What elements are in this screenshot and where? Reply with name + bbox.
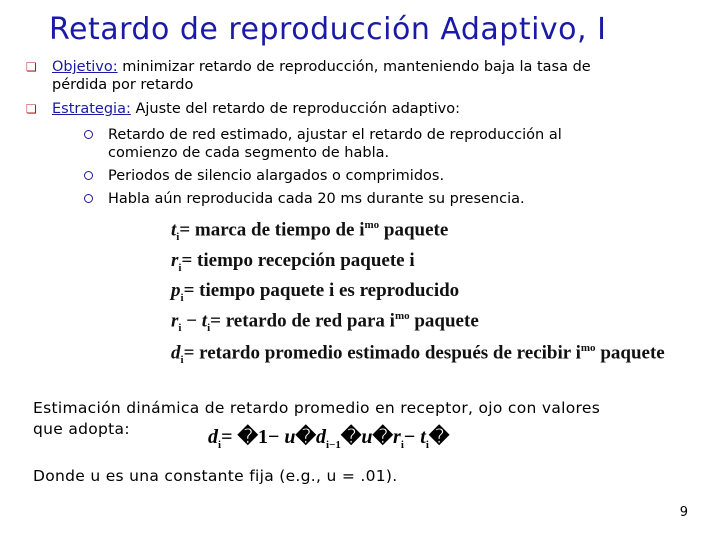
var-t: t — [171, 219, 177, 241]
def-text: = tiempo recepción paquete i — [181, 250, 415, 271]
sub-i: i — [178, 322, 182, 335]
bullet-text-line1: minimizar retardo de reproducción, manteniendo baja la tasa de — [117, 59, 591, 75]
sub-bullet-1 — [108, 126, 562, 162]
def-r — [171, 250, 415, 274]
sub-i: i — [180, 354, 184, 367]
circle-bullet-icon — [84, 130, 93, 139]
bullet-estrategia — [26, 100, 460, 118]
def-p — [171, 280, 459, 304]
sup-mo: mo — [580, 342, 596, 354]
sup-mo: mo — [364, 219, 380, 231]
var-d: d — [316, 426, 327, 448]
sub-i: i — [400, 439, 404, 451]
bullet-label-estrategia: Estrategia: — [52, 101, 131, 117]
sub-i: i — [180, 291, 184, 304]
var-d: d — [171, 342, 181, 364]
def-text: = retardo promedio estimado después de recibir i — [183, 342, 581, 364]
sub-bullet-3 — [108, 190, 525, 208]
var-d: d — [208, 426, 218, 448]
sub-bullet-text: Retardo de red estimado, ajustar el retardo de reproducción al — [108, 127, 562, 143]
donde-line: Donde u es una constante fija (e.g., u = .01). — [33, 467, 398, 485]
var-r: r — [393, 426, 401, 448]
var-r: r — [171, 310, 179, 332]
bullet-text-line2: pérdida por retardo — [52, 77, 194, 93]
glyph: � — [428, 426, 450, 448]
sub-bullet-text: comienzo de cada segmento de habla. — [108, 145, 390, 161]
def-text: = retardo de red para i — [210, 310, 395, 332]
def-tail: paquete — [595, 342, 665, 364]
var-u: u — [361, 426, 373, 448]
var-u: u — [284, 426, 296, 448]
glyph: � — [372, 426, 394, 448]
def-tail: paquete — [379, 219, 449, 241]
sub-i: i — [176, 231, 180, 244]
var-p: p — [171, 280, 181, 301]
sub-bullet-text: Habla aún reproducida cada 20 ms durante su presencia. — [108, 191, 525, 207]
sub-i: i — [425, 439, 429, 451]
estimation-line2: que adopta: — [33, 420, 130, 438]
def-r-minus-t — [171, 310, 479, 334]
bullet-square-icon: ❏ — [26, 60, 37, 74]
minus: − — [403, 426, 421, 448]
bullet-square-icon: ❏ — [26, 102, 37, 116]
var-t: t — [420, 426, 426, 448]
bullet-label-objetivo: Objetivo: — [52, 59, 118, 75]
estimation-formula — [208, 424, 449, 451]
sub-i: i — [218, 439, 222, 451]
minus: − — [181, 310, 202, 332]
def-t — [171, 219, 448, 243]
estimation-line1: Estimación dinámica de retardo promedio en receptor, ojo con valores — [33, 399, 601, 417]
sup-mo: mo — [394, 310, 410, 322]
sub-i: i — [178, 261, 182, 274]
slide-title: Retardo de reproducción Adaptivo, I — [49, 12, 607, 47]
glyph: � — [340, 426, 362, 448]
sub-bullet-2 — [108, 167, 444, 185]
sub-bullet-text: Periodos de silencio alargados o comprimidos. — [108, 168, 445, 184]
sub-i: i — [207, 322, 211, 335]
circle-bullet-icon — [84, 194, 93, 203]
var-r: r — [171, 250, 179, 271]
glyph: � — [295, 426, 317, 448]
var-t: t — [201, 310, 208, 332]
def-d — [171, 342, 665, 366]
bullet-objetivo — [26, 58, 591, 94]
one-minus: 1− — [257, 426, 285, 448]
equals: = — [221, 426, 238, 448]
def-text: = marca de tiempo de i — [179, 219, 365, 241]
sub-i-minus-1: i−1 — [326, 439, 341, 451]
def-text: = tiempo paquete i es reproducido — [183, 280, 460, 301]
bullet-text-line1: Ajuste del retardo de reproducción adaptivo: — [130, 101, 460, 117]
circle-bullet-icon — [84, 171, 93, 180]
glyph: � — [237, 426, 258, 448]
page-number: 9 — [679, 505, 688, 520]
def-tail: paquete — [409, 310, 479, 332]
